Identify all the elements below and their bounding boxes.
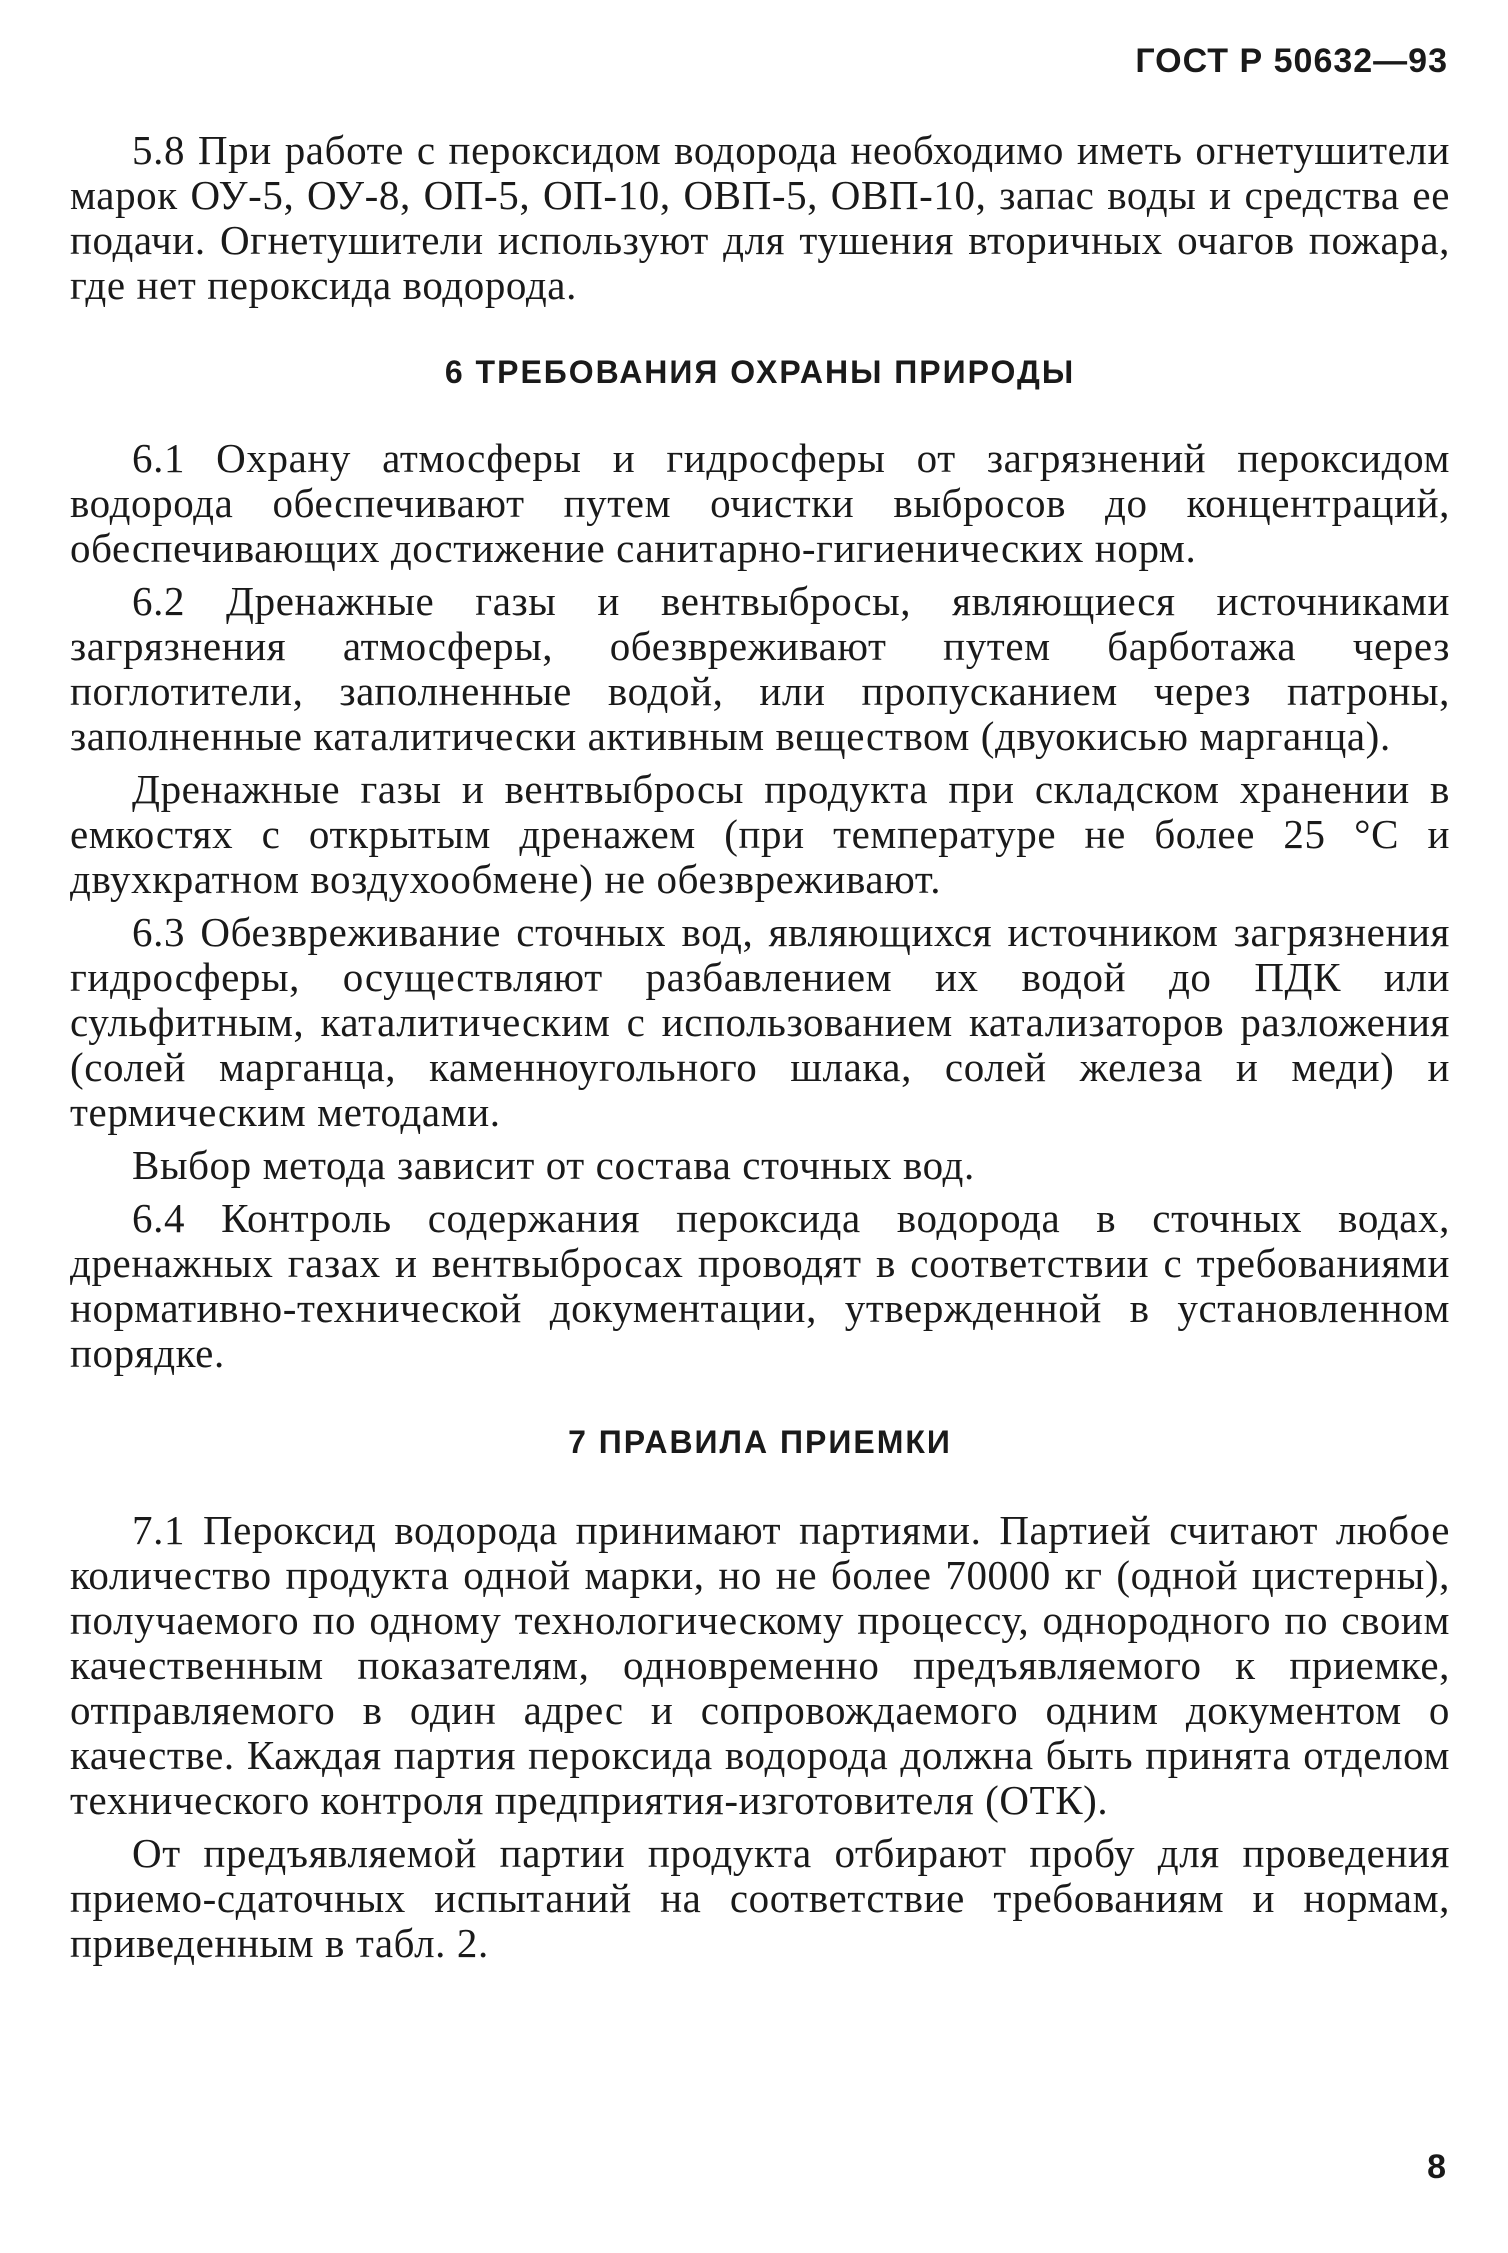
clause-6-1: 6.1 Охрану атмосферы и гидросферы от загрязнений пероксидом водорода обеспечивают путем очистки выбросов до концентраций, обеспечивающих достижение санитарно-гигиенических норм.	[70, 435, 1450, 571]
section-7-title: 7 ПРАВИЛА ПРИЕМКИ	[568, 1424, 952, 1460]
clause-6-4: 6.4 Контроль содержания пероксида водорода в сточных водах, дренажных газах и вентвыбросах проводят в соответствии с требованиями нормативно-технической документации, утвержденной в установленном порядке.	[70, 1195, 1450, 1376]
section-6-title: 6 ТРЕБОВАНИЯ ОХРАНЫ ПРИРОДЫ	[444, 354, 1076, 390]
page-body	[70, 128, 1450, 1966]
page-number: 8	[1427, 2148, 1446, 2186]
clause-6-2-continuation: Дренажные газы и вентвыбросы продукта при складском хранении в емкостях с открытым дренажем (при температуре не более 25 °С и двухкратном воздухообмене) не обезвреживают.	[70, 766, 1450, 902]
standard-designation: ГОСТ Р 50632—93	[1135, 42, 1448, 80]
clause-7-1-continuation: От предъявляемой партии продукта отбирают пробу для проведения приемо-сдаточных испытаний на соответствие требованиям и нормам, приведенным в табл. 2.	[70, 1830, 1450, 1966]
clause-5-8: 5.8 При работе с пероксидом водорода необходимо иметь огнетушители марок ОУ-5, ОУ-8, ОП-5, ОП-10, ОВП-5, ОВП-10, запас воды и средства ее подачи. Огнетушители используют для тушения вторичных очагов пожара, где нет пероксида водорода.	[70, 127, 1450, 308]
clause-6-3-continuation: Выбор метода зависит от состава сточных вод.	[132, 1142, 975, 1188]
clause-6-3: 6.3 Обезвреживание сточных вод, являющихся источником загрязнения гидросферы, осуществляют разбавлением их водой до ПДК или сульфитным, каталитическим с использованием катализаторов разложения (солей марганца, каменноугольного шлака, солей железа и меди) и термическим методами.	[70, 909, 1450, 1135]
clause-6-2: 6.2 Дренажные газы и вентвыбросы, являющиеся источниками загрязнения атмосферы, обезвреживают путем барботажа через поглотители, заполненные водой, или пропусканием через патроны, заполненные каталитически активным веществом (двуокисью марганца).	[70, 578, 1450, 759]
clause-7-1: 7.1 Пероксид водорода принимают партиями. Партией считают любое количество продукта одной марки, но не более 70000 кг (одной цистерны), получаемого по одному технологическому процессу, однородного по своим качественным показателям, одновременно предъявляемого к приемке, отправляемого в один адрес и сопровождаемого одним документом о качестве. Каждая партия пероксида водорода должна быть принята отделом технического контроля предприятия-изготовителя (ОТК).	[70, 1507, 1450, 1823]
